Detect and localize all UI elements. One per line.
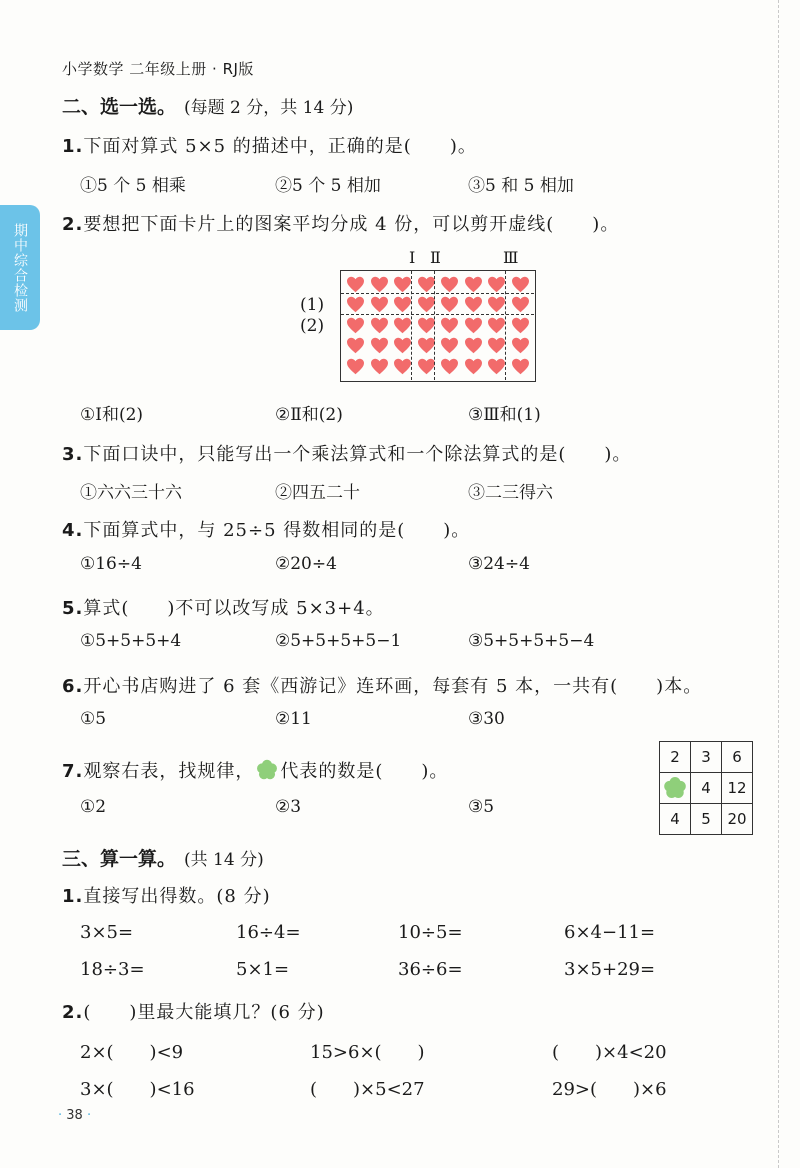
heart-icon xyxy=(462,274,486,295)
heart-icon xyxy=(462,315,486,336)
fill-item: ( )×4<20 xyxy=(552,1042,667,1063)
calc-question-1 xyxy=(62,882,271,908)
calc-item: 18÷3= xyxy=(80,959,145,980)
heart-icon xyxy=(438,315,462,336)
question-2-number: 2. xyxy=(62,214,84,235)
dashed-line-2 xyxy=(434,271,435,380)
heart-icon xyxy=(368,315,392,336)
section3-title-text: 三、算一算。 xyxy=(62,848,177,870)
question-1-number: 1. xyxy=(62,136,84,157)
fill-item: ( )×5<27 xyxy=(310,1079,425,1100)
calc-item: 16÷4= xyxy=(236,922,301,943)
q6-option-3: ③30 xyxy=(468,709,505,729)
question-5 xyxy=(62,594,385,620)
q2-option-2: ②Ⅱ和(2) xyxy=(275,405,343,425)
section2-title-text: 二、选一选。 xyxy=(62,96,177,118)
cut-line-label-1: Ⅰ xyxy=(409,248,416,267)
heart-icon xyxy=(368,295,392,316)
section2-note: (每题 2 分，共 14 分) xyxy=(184,98,354,118)
question-7-text-before: 观察右表，找规律， xyxy=(83,761,255,782)
heart-icon xyxy=(438,356,462,377)
q7-option-2: ②3 xyxy=(275,797,302,817)
heart-card xyxy=(340,270,536,382)
heart-icon xyxy=(438,336,462,357)
q1-option-1: ①5 个 5 相乘 xyxy=(80,176,186,196)
question-4 xyxy=(62,516,470,542)
heart-icon xyxy=(462,295,486,316)
question-5-number: 5. xyxy=(62,598,84,619)
question-5-text: 算式( )不可以改写成 5×3+4。 xyxy=(83,598,385,619)
binding-margin-line xyxy=(778,0,779,1168)
question-3-text: 下面口诀中，只能写出一个乘法算式和一个除法算式的是( )。 xyxy=(83,444,632,465)
cut-row-label-2: (2) xyxy=(300,316,325,336)
q3-option-1: ①六六三十六 xyxy=(80,483,182,503)
q3-option-2: ②四五二十 xyxy=(275,483,360,503)
page-number xyxy=(58,1108,91,1123)
question-7 xyxy=(62,757,448,783)
q6-option-2: ②11 xyxy=(275,709,312,729)
q3-option-3: ③二三得六 xyxy=(468,483,553,503)
question-4-number: 4. xyxy=(62,520,84,541)
heart-icon xyxy=(344,274,368,295)
q4-option-3: ③24÷4 xyxy=(468,554,530,574)
q1-option-3: ③5 和 5 相加 xyxy=(468,176,574,196)
question-1-text: 下面对算式 5×5 的描述中，正确的是( )。 xyxy=(83,136,477,157)
calc-question-1-text: 直接写出得数。(8 分) xyxy=(83,886,271,907)
heart-icon xyxy=(509,295,533,316)
fill-item: 2×( )<9 xyxy=(80,1042,184,1063)
section3-note: (共 14 分) xyxy=(184,850,264,870)
calc-question-1-number: 1. xyxy=(62,886,84,907)
heart-icon xyxy=(509,356,533,377)
heart-icon xyxy=(462,336,486,357)
table-cell: 4 xyxy=(691,773,722,804)
fill-item: 15>6×( ) xyxy=(310,1042,425,1063)
table-row xyxy=(660,742,753,773)
calc-question-2-number: 2. xyxy=(62,1002,84,1023)
q7-option-3: ③5 xyxy=(468,797,495,817)
question-4-text: 下面算式中，与 25÷5 得数相同的是( )。 xyxy=(83,520,471,541)
cut-row-label-1: (1) xyxy=(300,295,325,315)
heart-icon xyxy=(368,336,392,357)
question-6-text: 开心书店购进了 6 套《西游记》连环画，每套有 5 本，一共有( )本。 xyxy=(83,676,703,697)
q4-option-1: ①16÷4 xyxy=(80,554,142,574)
question-6 xyxy=(62,672,702,698)
section3-title xyxy=(62,844,264,871)
q1-option-2: ②5 个 5 相加 xyxy=(275,176,381,196)
q5-option-1: ①5+5+5+4 xyxy=(80,631,182,651)
heart-icon xyxy=(509,315,533,336)
heart-icon xyxy=(344,336,368,357)
calc-item: 5×1= xyxy=(236,959,290,980)
fill-item: 29>( )×6 xyxy=(552,1079,667,1100)
question-2-text: 要想把下面卡片上的图案平均分成 4 份，可以剪开虚线( )。 xyxy=(83,214,620,235)
table-row xyxy=(660,773,753,804)
calc-item: 3×5+29= xyxy=(564,959,656,980)
calc-question-2 xyxy=(62,998,325,1024)
fill-item: 3×( )<16 xyxy=(80,1079,195,1100)
heart-icon xyxy=(368,274,392,295)
table-cell: 4 xyxy=(660,804,691,835)
table-cell: 3 xyxy=(691,742,722,773)
question-3 xyxy=(62,440,631,466)
section2-title xyxy=(62,92,353,119)
table-cell: 5 xyxy=(691,804,722,835)
q5-option-2: ②5+5+5+5−1 xyxy=(275,631,402,651)
heart-icon xyxy=(344,315,368,336)
dashed-line-row-2 xyxy=(341,314,534,315)
cut-line-label-2: Ⅱ xyxy=(430,248,441,267)
flower-icon xyxy=(662,776,688,800)
calc-item: 36÷6= xyxy=(398,959,463,980)
table-cell: 6 xyxy=(722,742,753,773)
dashed-line-3 xyxy=(505,271,506,380)
side-tab-label: 期中综合检测 xyxy=(12,222,28,313)
page-dot-right: · xyxy=(86,1108,92,1123)
question-7-text-after: 代表的数是( )。 xyxy=(280,761,449,782)
heart-icon xyxy=(344,295,368,316)
calc-item: 10÷5= xyxy=(398,922,463,943)
heart-icon xyxy=(462,356,486,377)
pattern-table xyxy=(659,741,753,835)
heart-icon xyxy=(438,295,462,316)
heart-icon xyxy=(509,336,533,357)
q6-option-1: ①5 xyxy=(80,709,107,729)
side-tab xyxy=(0,205,40,330)
table-cell: 12 xyxy=(722,773,753,804)
q5-option-3: ③5+5+5+5−4 xyxy=(468,631,595,651)
heart-icon xyxy=(368,356,392,377)
calc-question-2-text: ( )里最大能填几？(6 分) xyxy=(83,1002,325,1023)
flower-icon xyxy=(255,759,279,781)
table-cell: 2 xyxy=(660,742,691,773)
table-cell-flower xyxy=(660,773,691,804)
q2-option-1: ①Ⅰ和(2) xyxy=(80,405,144,425)
table-row xyxy=(660,804,753,835)
heart-grid xyxy=(344,274,532,377)
table-cell: 20 xyxy=(722,804,753,835)
question-3-number: 3. xyxy=(62,444,84,465)
calc-item: 6×4−11= xyxy=(564,922,656,943)
page-header: 小学数学 二年级上册 · RJ版 xyxy=(62,60,254,78)
q4-option-2: ②20÷4 xyxy=(275,554,337,574)
dashed-line-row-1 xyxy=(341,293,534,294)
page-number-text: 38 xyxy=(66,1108,83,1123)
heart-icon xyxy=(438,274,462,295)
heart-icon xyxy=(344,356,368,377)
calc-item: 3×5= xyxy=(80,922,134,943)
question-1 xyxy=(62,132,477,158)
question-2 xyxy=(62,210,619,236)
question-6-number: 6. xyxy=(62,676,84,697)
q2-option-3: ③Ⅲ和(1) xyxy=(468,405,541,425)
q7-option-1: ①2 xyxy=(80,797,107,817)
page-dot-left: · xyxy=(58,1108,63,1123)
dashed-line-1 xyxy=(411,271,412,380)
heart-icon xyxy=(509,274,533,295)
question-7-number: 7. xyxy=(62,761,84,782)
cut-line-label-3: Ⅲ xyxy=(503,248,519,267)
